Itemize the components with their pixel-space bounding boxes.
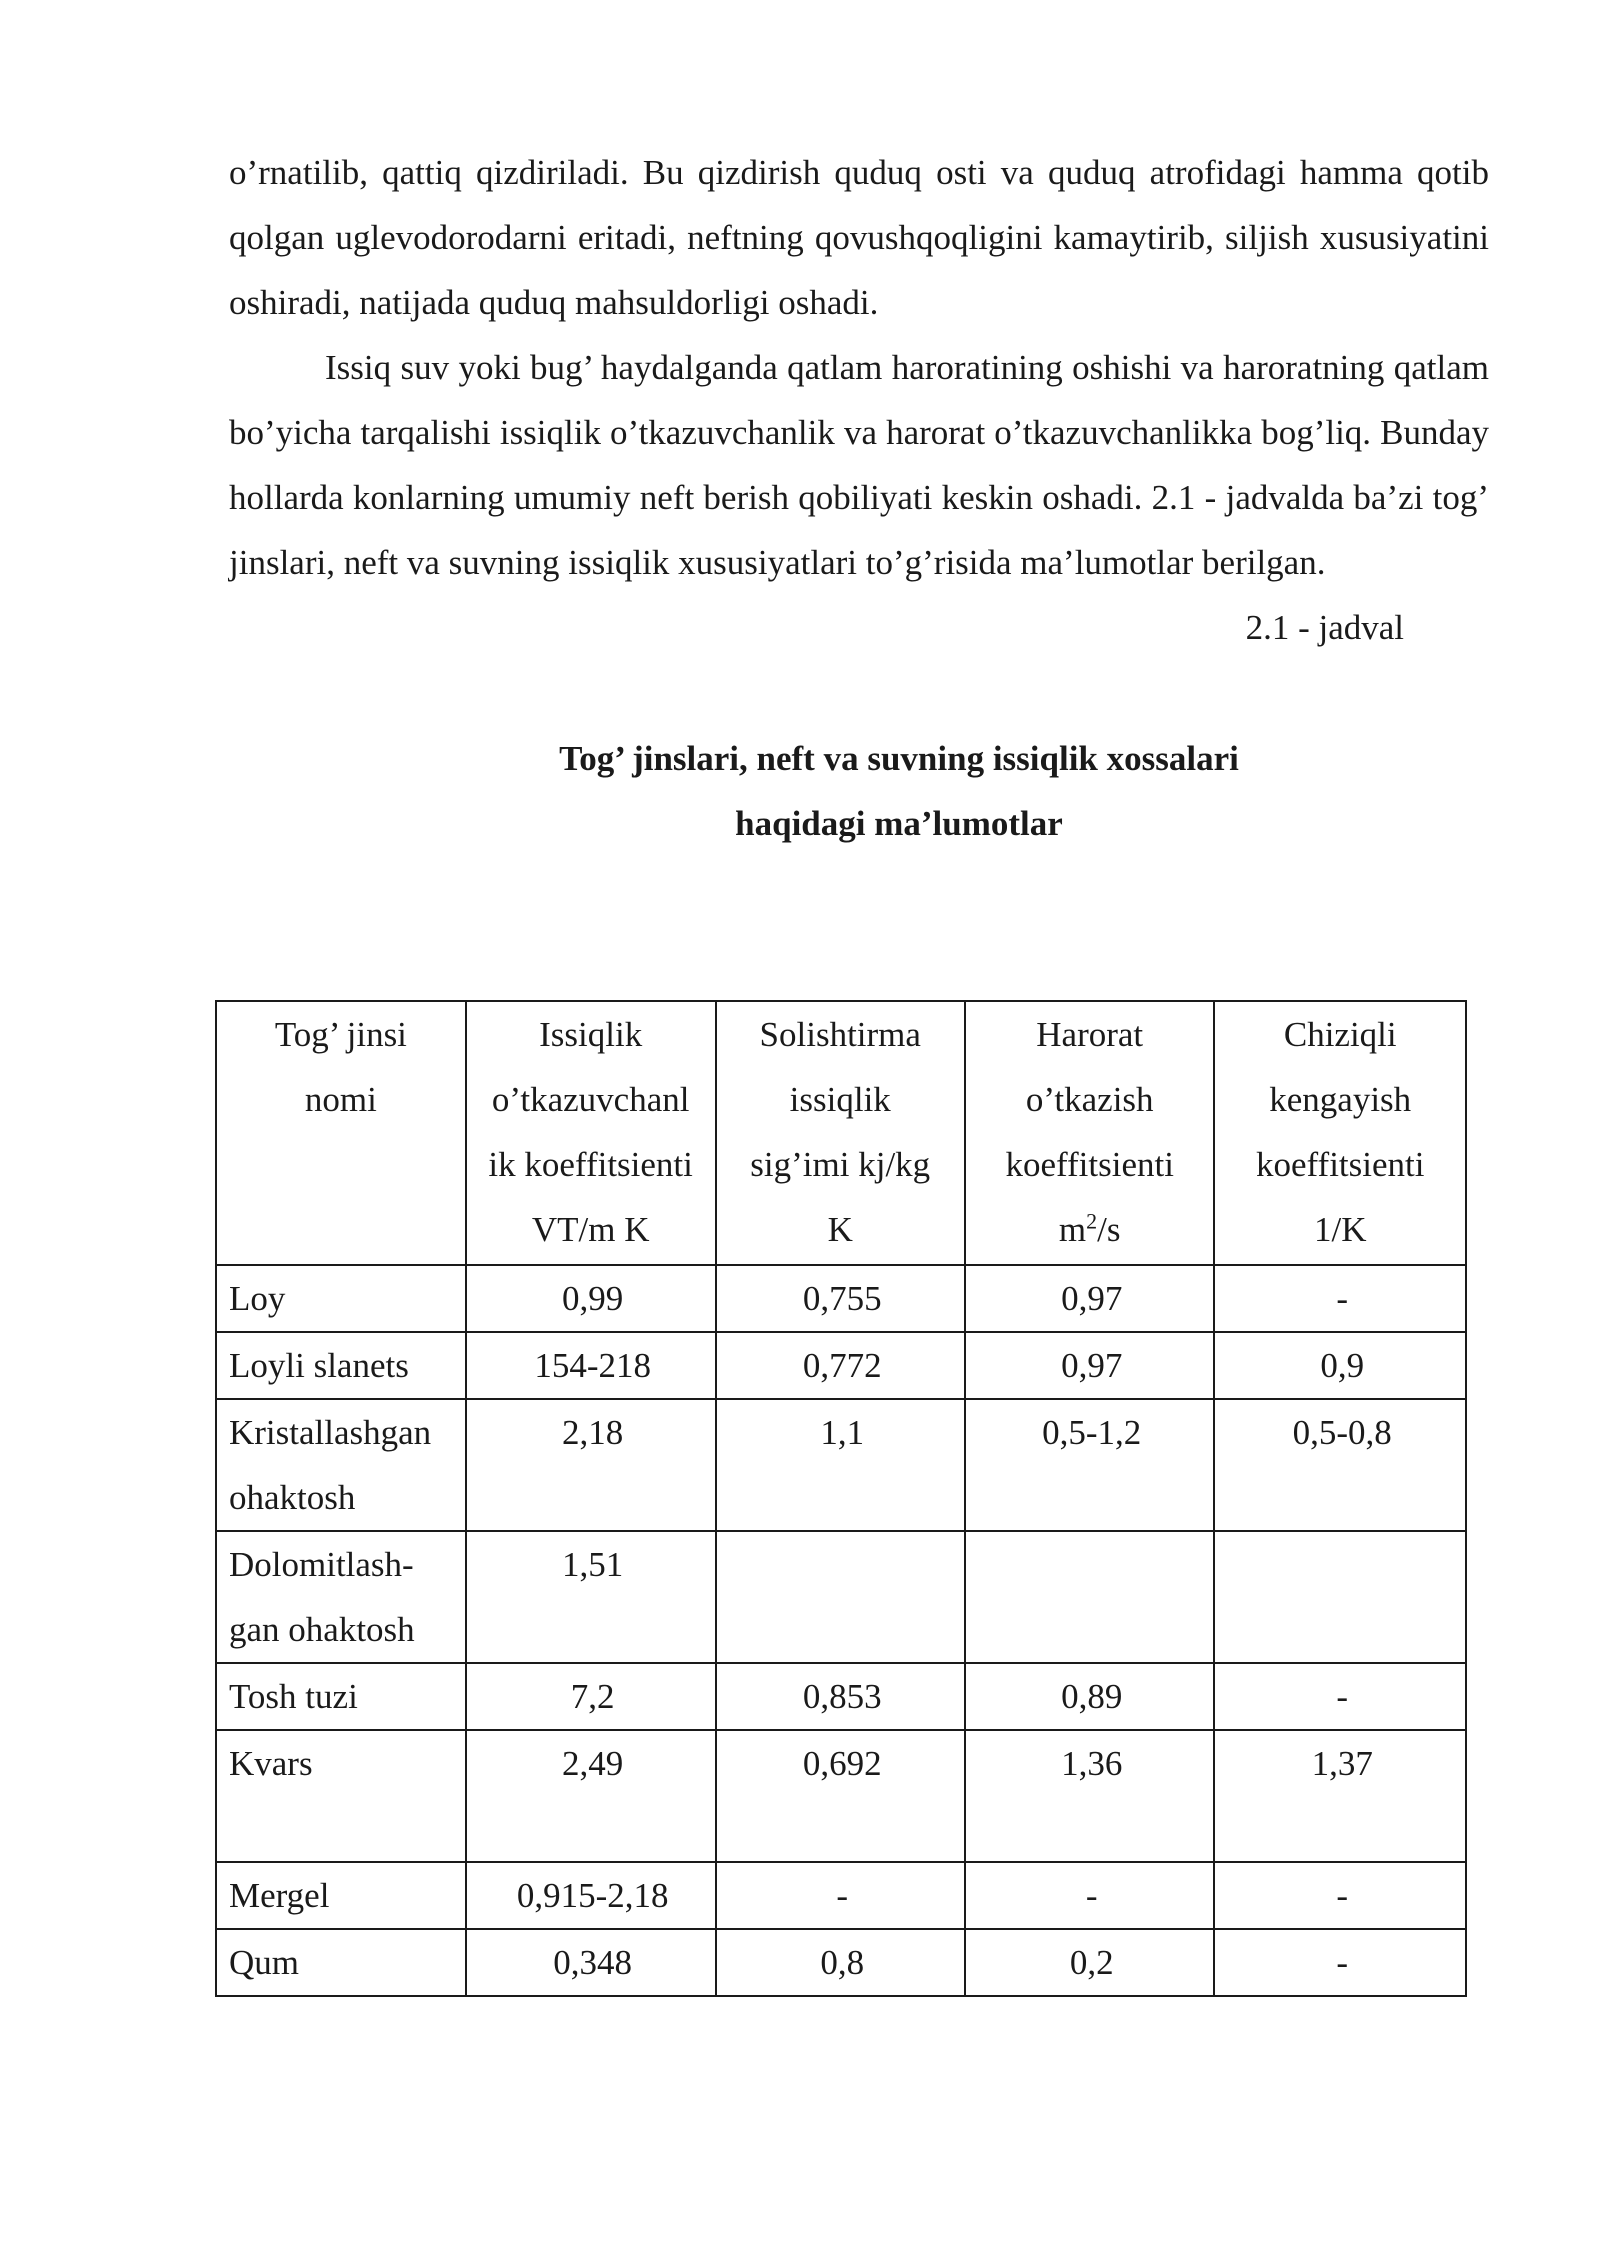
table-row — [216, 1730, 1466, 1862]
table-cell: - — [965, 1862, 1215, 1929]
table-cell: 0,99 — [466, 1265, 716, 1332]
table-cell: 2,18 — [466, 1399, 716, 1531]
table-cell: 0,97 — [965, 1332, 1215, 1399]
table-row — [216, 1265, 1466, 1332]
paragraph: o’rnatilib, qattiq qizdiriladi. Bu qizdirish quduq osti va quduq atrofidagi hamma qotib qolgan uglevodorodarni eritadi, neftning qovushqoqligini kamaytirib, siljish xususiyatini oshiradi, natijada quduq mahsuldorligi oshadi. — [229, 153, 1489, 322]
table-cell: 0,2 — [965, 1929, 1215, 1996]
table-cell — [716, 1531, 965, 1663]
table-title — [314, 726, 1399, 856]
table-cell: - — [1214, 1265, 1466, 1332]
header-rock-name: Tog’ jinsi nomi — [216, 1001, 466, 1265]
table-cell: 1,37 — [1214, 1730, 1466, 1862]
header-thermal-conductivity: Issiqlik o’tkazuvchanl ik koeffitsienti VT/m K — [466, 1001, 716, 1265]
table-cell: 1,1 — [716, 1399, 965, 1531]
table-row — [216, 1862, 1466, 1929]
table-cell: 0,97 — [965, 1265, 1215, 1332]
header-unit: $m^2/s$ — [1058, 1208, 1121, 1249]
table-row — [216, 1399, 1466, 1531]
thermal-properties-table — [215, 1000, 1467, 1997]
table-cell: 7,2 — [466, 1663, 716, 1730]
table-cell: 154-218 — [466, 1332, 716, 1399]
table-cell: 0,5-0,8 — [1214, 1399, 1466, 1531]
table-cell: 0,5-1,2 — [965, 1399, 1215, 1531]
table-cell: - — [716, 1862, 965, 1929]
table-cell: 0,692 — [716, 1730, 965, 1862]
table-cell: 0,348 — [466, 1929, 716, 1996]
table-title-line: haqidagi ma’lumotlar — [735, 804, 1063, 843]
table-cell: 1,51 — [466, 1531, 716, 1663]
table-row — [216, 1663, 1466, 1730]
table-cell: - — [1214, 1929, 1466, 1996]
row-name: Kristallashgan ohaktosh — [216, 1399, 466, 1531]
paragraph: Issiq suv yoki bug’ haydalganda qatlam haroratining oshishi va haroratning qatlam bo’yicha tarqalishi issiqlik o’tkazuvchanlik va harorat o’tkazuvchanlikka bog’liq. Bunday hollarda konlarning umumiy neft berish qobiliyati keskin oshadi. 2.1 - jadvalda ba’zi tog’ jinslari, neft va suvning issiqlik xususiyatlari to’g’risida ma’lumotlar berilgan. — [229, 348, 1489, 582]
row-name: Loy — [216, 1265, 466, 1332]
table-cell: - — [1214, 1663, 1466, 1730]
table-cell: 0,89 — [965, 1663, 1215, 1730]
table-cell: 0,755 — [716, 1265, 965, 1332]
table-cell — [965, 1531, 1215, 1663]
table-cell: 0,8 — [716, 1929, 965, 1996]
header-linear-expansion: Chiziqli kengayish koeffitsienti 1/K — [1214, 1001, 1466, 1265]
row-name: Tosh tuzi — [216, 1663, 466, 1730]
table-cell: 0,772 — [716, 1332, 965, 1399]
table-cell: 2,49 — [466, 1730, 716, 1862]
table-cell — [1214, 1531, 1466, 1663]
table-cell: 0,915-2,18 — [466, 1862, 716, 1929]
header-thermal-diffusivity: Harorat o’tkazish koeffitsienti $m^2/s$ — [965, 1001, 1215, 1265]
table-cell: 1,36 — [965, 1730, 1215, 1862]
table-row — [216, 1332, 1466, 1399]
row-name: Mergel — [216, 1862, 466, 1929]
row-name: Loyli slanets — [216, 1332, 466, 1399]
table-row — [216, 1531, 1466, 1663]
table-cell: - — [1214, 1862, 1466, 1929]
table-cell: 0,853 — [716, 1663, 965, 1730]
row-name: Kvars — [216, 1730, 466, 1862]
table-header-row — [216, 1001, 1466, 1265]
table-cell: 0,9 — [1214, 1332, 1466, 1399]
row-name: Dolomitlash-gan ohaktosh — [216, 1531, 466, 1663]
header-specific-heat: Solishtirma issiqlik sig’imi kj/kg K — [716, 1001, 965, 1265]
table-row — [216, 1929, 1466, 1996]
row-name: Qum — [216, 1929, 466, 1996]
table-title-line: Tog’ jinslari, neft va suvning issiqlik xossalari — [559, 739, 1239, 778]
table-caption: 2.1 - jadval — [1245, 608, 1404, 647]
document-page — [229, 140, 1489, 856]
